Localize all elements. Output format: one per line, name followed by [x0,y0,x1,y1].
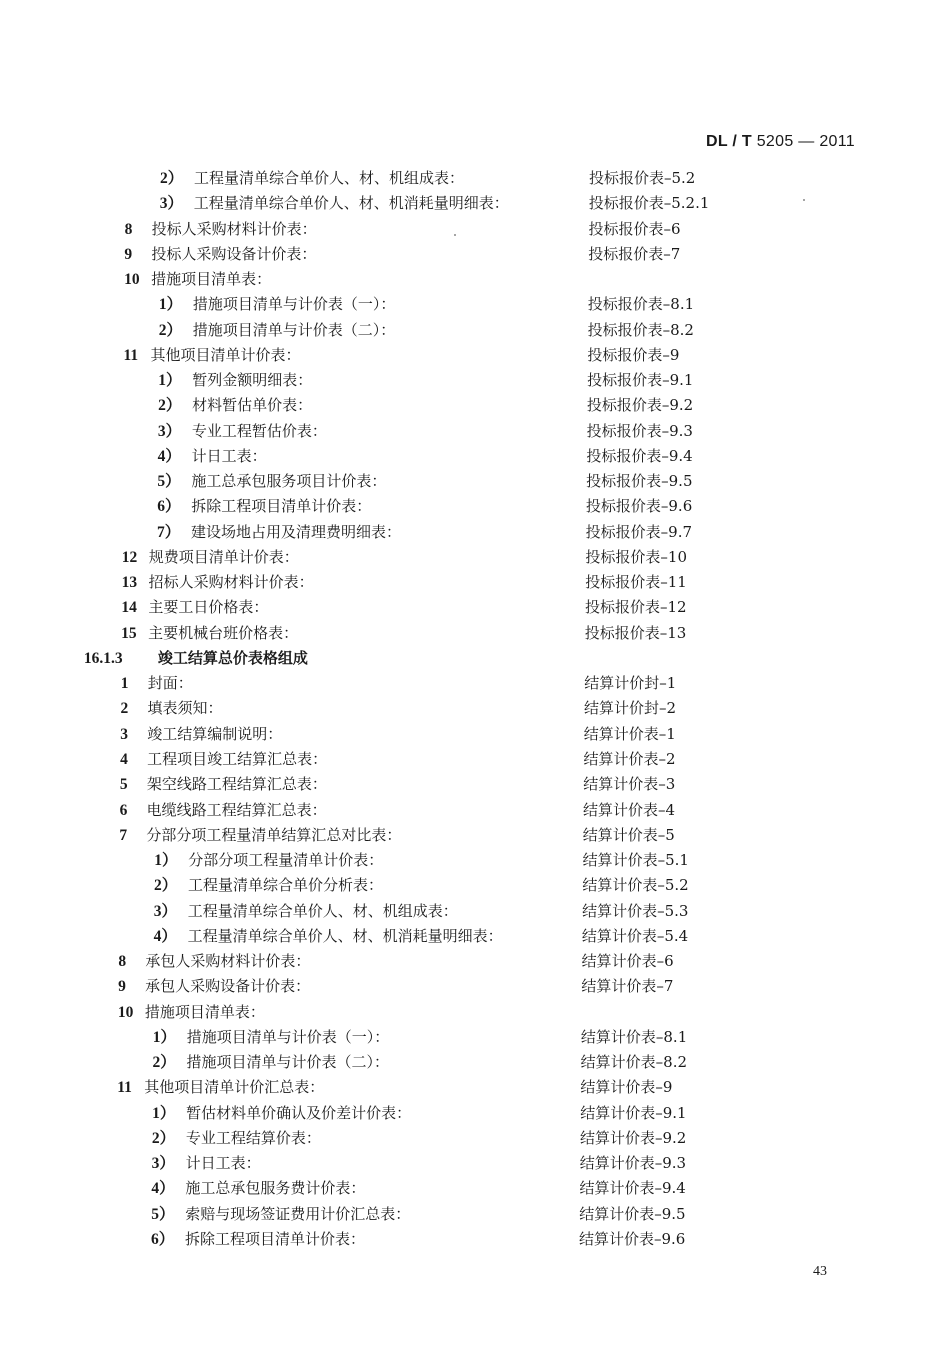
item-number: 8 [118,953,127,971]
item-code: 结算计价表–8.1 [580,1027,688,1046]
item-number: 4） [153,927,177,945]
item-code: 结算计价表–9.1 [580,1103,687,1122]
item-number: 8 [124,220,133,238]
item-text: 主要工日价格表： [148,598,269,617]
item-code: 投标报价表–9.6 [585,497,693,516]
item-number: 7） [157,523,181,541]
item-code: 结算计价表–9.5 [579,1204,686,1223]
item-text: 措施项目清单与计价表（二）： [192,320,396,339]
item-text: 主要机械台班价格表： [148,623,299,642]
list-item [0,924,950,949]
item-text: 施工总承包服务费计价表： [185,1179,366,1198]
item-code: 结算计价表–9.6 [579,1229,686,1248]
item-text: 措施项目清单与计价表（二）： [186,1053,390,1072]
item-number: 2） [154,877,178,895]
list-item [0,368,950,393]
item-code: 投标报价表–9.4 [586,446,693,465]
item-number: 13 [121,574,138,592]
item-code: 结算计价表–9 [580,1078,673,1097]
item-code: 结算计价表–7 [581,977,674,996]
item-text: 专业工程结算价表： [185,1128,321,1147]
item-number: 2） [152,1054,176,1072]
list-item [0,545,950,570]
item-text: 投标人采购材料计价表： [151,219,317,238]
item-text: 暂估材料单价确认及价差计价表： [186,1103,412,1122]
list-item [0,267,950,292]
item-number: 6） [157,498,181,516]
item-text: 填表须知： [147,699,223,718]
item-code: 结算计价表–9.3 [579,1154,687,1173]
item-number: 11 [117,1079,132,1097]
header-sep: / [727,133,742,150]
item-code: 投标报价表–8.1 [587,295,695,314]
item-code: 结算计价表–6 [581,952,674,971]
item-number: 5） [157,473,181,491]
list-item [0,469,950,494]
item-code: 投标报价表–9.2 [586,396,694,415]
list-item [0,343,950,368]
item-number: 6 [119,801,128,819]
item-number: 2） [160,170,184,187]
item-code: 结算计价表–5.2 [582,876,689,895]
list-item [0,166,950,191]
item-text: 暂列金额明细表： [192,371,313,390]
item-text: 措施项目清单与计价表（一）： [186,1027,390,1046]
list-item [0,1227,950,1252]
item-number: 1 [120,675,129,693]
item-text: 分部分项工程量清单结算汇总对比表： [146,825,402,844]
list-item [0,1050,950,1075]
item-number: 3） [159,195,184,213]
item-text: 承包人采购设备计价表： [145,977,311,996]
header-prefix: DL [706,133,728,150]
item-code: 结算计价封–2 [584,699,677,718]
item-text: 工程量清单综合单价分析表： [188,876,384,895]
item-number: 15 [121,624,137,642]
list-item [0,722,950,747]
item-number: 9 [118,978,126,996]
item-number: 2 [120,700,129,718]
item-number: 14 [121,599,137,617]
item-code: 结算计价表–5.4 [581,926,689,945]
item-code: 投标报价表–5.2.1 [588,194,710,213]
item-number: 1） [158,296,183,314]
item-text: 竣工结算编制说明： [147,724,283,743]
item-number: 10 [124,271,140,289]
list-item [0,1176,950,1201]
item-number: 3） [151,1155,175,1173]
item-text: 规费项目清单计价表： [148,547,299,566]
item-number: 2） [158,321,182,339]
item-code: 投标报价表–11 [585,573,687,592]
item-text: 材料暂估单价表： [192,396,313,415]
list-item [0,419,950,444]
item-number: 5 [119,776,128,794]
item-code: 结算计价封–1 [584,674,677,693]
list-item [0,292,950,317]
item-text: 招标人采购材料计价表： [148,573,314,592]
item-code: 投标报价表–13 [584,623,687,642]
list-item [0,772,950,797]
item-number: 4） [151,1180,175,1198]
item-text: 建设场地占用及清理费明细表： [191,522,402,541]
item-text: 专业工程暂估价表： [191,421,327,440]
item-text: 工程量清单综合单价人、材、机消耗量明细表： [187,926,503,945]
list-item [0,1151,950,1176]
list-item [0,242,950,267]
list-item [0,217,950,242]
item-text: 其他项目清单计价表： [150,345,301,364]
item-number: 3） [153,902,178,920]
item-text: 工程量清单综合单价人、材、机组成表： [187,901,458,920]
item-text: 投标人采购设备计价表： [151,244,317,263]
list-item [0,1075,950,1100]
header-t: T [741,133,752,150]
list-item [0,1126,950,1151]
page-number: 43 [813,1264,827,1279]
item-code: 投标报价表–10 [585,547,688,566]
item-text: 电缆线路工程结算汇总表： [146,800,327,819]
list-item [0,1025,950,1050]
scan-speck [803,199,805,201]
list-item [0,1202,950,1227]
item-code: 投标报价表–9.5 [586,472,693,491]
item-text: 工程量清单综合单价人、材、机组成表： [194,169,465,187]
item-number: 10 [117,1003,134,1021]
item-number: 1） [158,372,182,390]
item-text: 施工总承包服务项目计价表： [191,472,387,491]
item-text: 拆除工程项目清单计价表： [185,1229,366,1248]
item-text: 措施项目清单表： [151,270,272,289]
item-text: 措施项目清单与计价表（一）： [192,295,396,314]
list-item [0,570,950,595]
item-code: 结算计价表–1 [583,724,676,743]
list-item [0,747,950,772]
item-text: 承包人采购材料计价表： [145,952,311,971]
item-code: 投标报价表–9.3 [586,421,693,440]
item-code: 结算计价表–3 [583,775,676,794]
header-num: 5205 [756,133,794,150]
item-number: 3 [120,725,129,743]
item-number: 4 [120,750,128,768]
item-code: 投标报价表–9.7 [585,522,693,541]
item-text: 计日工表： [185,1154,261,1173]
list-item [0,646,950,671]
item-number: 7 [119,826,128,844]
list-item [0,191,950,216]
item-text: 封面： [147,674,193,693]
list-item [0,393,950,418]
list-item [0,1000,950,1025]
item-text: 分部分项工程量清单计价表： [188,851,384,870]
item-text: 架空线路工程结算汇总表： [146,775,327,794]
item-code: 投标报价表–8.2 [587,320,694,339]
item-number: 2） [158,397,182,415]
list-item [0,848,950,873]
item-number: 1） [152,1028,176,1046]
list-item [0,595,950,620]
item-code: 投标报价表–9 [587,345,680,364]
item-number: 3） [157,422,182,440]
item-text: 工程项目竣工结算汇总表： [147,749,328,768]
list-item [0,444,950,469]
list-item [0,621,950,646]
item-number: 16.1.3 [83,649,123,667]
item-code: 结算计价表–5.1 [582,851,689,870]
item-text: 竣工结算总价表格组成 [157,648,308,667]
list-item [0,899,950,924]
item-code: 结算计价表–8.2 [580,1053,688,1072]
item-code: 投标报价表–5.2 [589,169,696,187]
item-number: 1） [152,1104,176,1122]
list-item [0,318,950,343]
list-item [0,494,950,519]
item-text: 其他项目清单计价汇总表： [144,1078,325,1097]
item-text: 措施项目清单表： [144,1002,265,1021]
list-item [0,823,950,848]
list-item [0,1101,950,1126]
item-number: 2） [151,1129,176,1147]
list-item [0,520,950,545]
item-code: 结算计价表–5 [582,825,675,844]
list-item [0,671,950,696]
list-item [0,696,950,721]
item-number: 6） [151,1230,175,1248]
item-code: 投标报价表–9.1 [587,371,694,390]
header-dash: — [793,133,820,150]
item-text: 索赔与现场签证费用计价汇总表： [185,1204,411,1223]
header-year: 2011 [819,133,855,150]
item-code: 投标报价表–6 [588,219,681,238]
item-code: 结算计价表–4 [583,800,676,819]
list-item [0,873,950,898]
item-number: 9 [124,245,133,263]
item-text: 拆除工程项目清单计价表： [191,497,372,516]
item-code: 结算计价表–9.2 [579,1128,687,1147]
item-code: 投标报价表–12 [584,598,687,617]
scan-speck [454,234,456,236]
list-item [0,949,950,974]
item-number: 5） [151,1205,175,1223]
item-code: 结算计价表–5.3 [582,901,689,920]
item-code: 结算计价表–9.4 [579,1179,686,1198]
item-text: 计日工表： [191,446,267,465]
item-number: 12 [121,548,138,566]
list-item [0,798,950,823]
item-number: 11 [123,346,139,364]
list-item [0,974,950,999]
item-number: 4） [157,447,181,465]
item-code: 结算计价表–2 [583,749,676,768]
item-number: 1） [154,852,178,870]
item-code: 投标报价表–7 [588,244,681,263]
item-text: 工程量清单综合单价人、材、机消耗量明细表： [193,194,509,213]
